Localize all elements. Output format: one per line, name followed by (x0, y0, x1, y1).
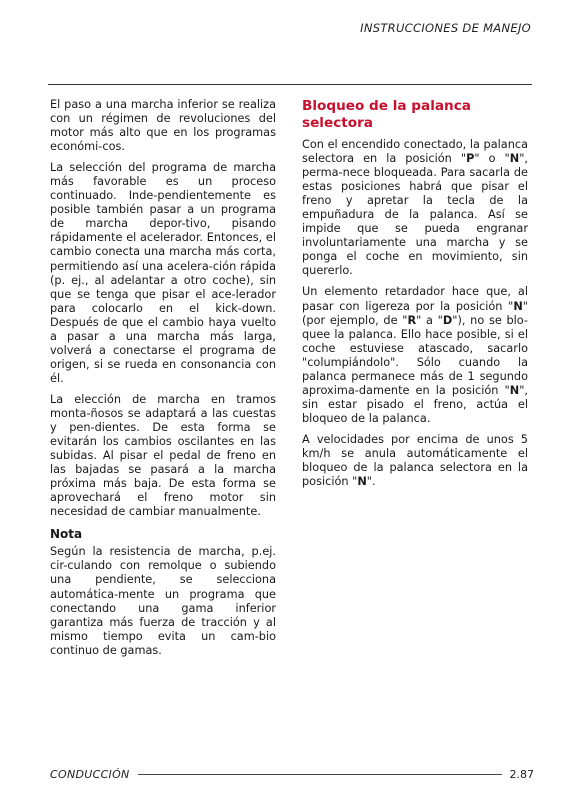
right-column (302, 98, 528, 496)
paragraph-downshift: El paso a una marcha inferior se realiza con un régimen de revoluciones del motor más alto que en los programas económi-cos. (50, 98, 276, 154)
paragraph-delay-element: Un elemento retardador hace que, al pasar con ligereza por la posición "N" (por ejemplo, de "R" a "D"), no se blo-quee la palanca. Ello hace posible, si el coche estuviese atascado, sacarlo "columpiándolo". Sólo cuando la palanca permanece más de 1 segundo aproxima-damente en la posición "N", sin estar pisado el freno, actúa el bloqueo de la palanca. (302, 285, 528, 425)
page-header-title: INSTRUCCIONES DE MANEJO (360, 21, 531, 35)
footer-divider (138, 774, 502, 775)
left-column (50, 98, 276, 665)
paragraph-lever-locked: Con el encendido conectado, la palanca selectora en la posición "P" o "N", perma-nece bloqueada. Para sacarla de estas posiciones habrá que pisar el freno y apretar la tecla de la empuñadura de la palanca. Así se impide que se pueda engranar involuntariamente una marcha y se ponga el coche en movimiento, sin quererlo. (302, 138, 528, 278)
section-heading-lever-lock: Bloqueo de la palanca selectora (302, 98, 471, 131)
note-heading: Nota (50, 527, 83, 542)
footer-section-label: CONDUCCIÓN (50, 768, 130, 781)
header-divider (48, 84, 532, 85)
paragraph-speed-release: A velocidades por encima de unos 5 km/h se anula automáticamente el bloqueo de la palanca selectora en la posición "N". (302, 432, 528, 489)
paragraph-program-selection: La selección del programa de marcha más favorable es un proceso continuado. Inde-pendientemente es posible también pasar a un programa de marcha depor-tivo, pisando rápidamente el acelerador. Entonces, el cambio conecta una marcha más corta, permitiendo así una acelera-ción rápida (p. ej., al adelantar a otro coche), sin que se tenga que pisar el ace-lerador para colocarlo en el kick-down. Después de que el cambio haya vuelto a pasar a una marcha más larga, volverá a conectarse el programa de origen, si se rueda en consonancia con él. (50, 161, 276, 385)
page-footer (50, 768, 534, 781)
page-number: 2.87 (509, 768, 534, 781)
paragraph-mountain-driving: La elección de marcha en tramos monta-ñosos se adaptará a las cuestas y pen-dientes. De esta forma se evitarán los cambios oscilantes en las subidas. Al pisar el pedal de freno en las bajadas se pasará a la marcha próxima más baja. De esta forma se aprovechará el freno motor sin necesidad de cambiar manualmente. (50, 392, 276, 519)
paragraph-note: Según la resistencia de marcha, p.ej. cir-culando con remolque o subiendo una pendiente, se selecciona automática-mente un programa que conectando una gama inferior garantiza más fuerza de tracción y al mismo tiempo evita un cam-bio continuo de gamas. (50, 545, 276, 657)
